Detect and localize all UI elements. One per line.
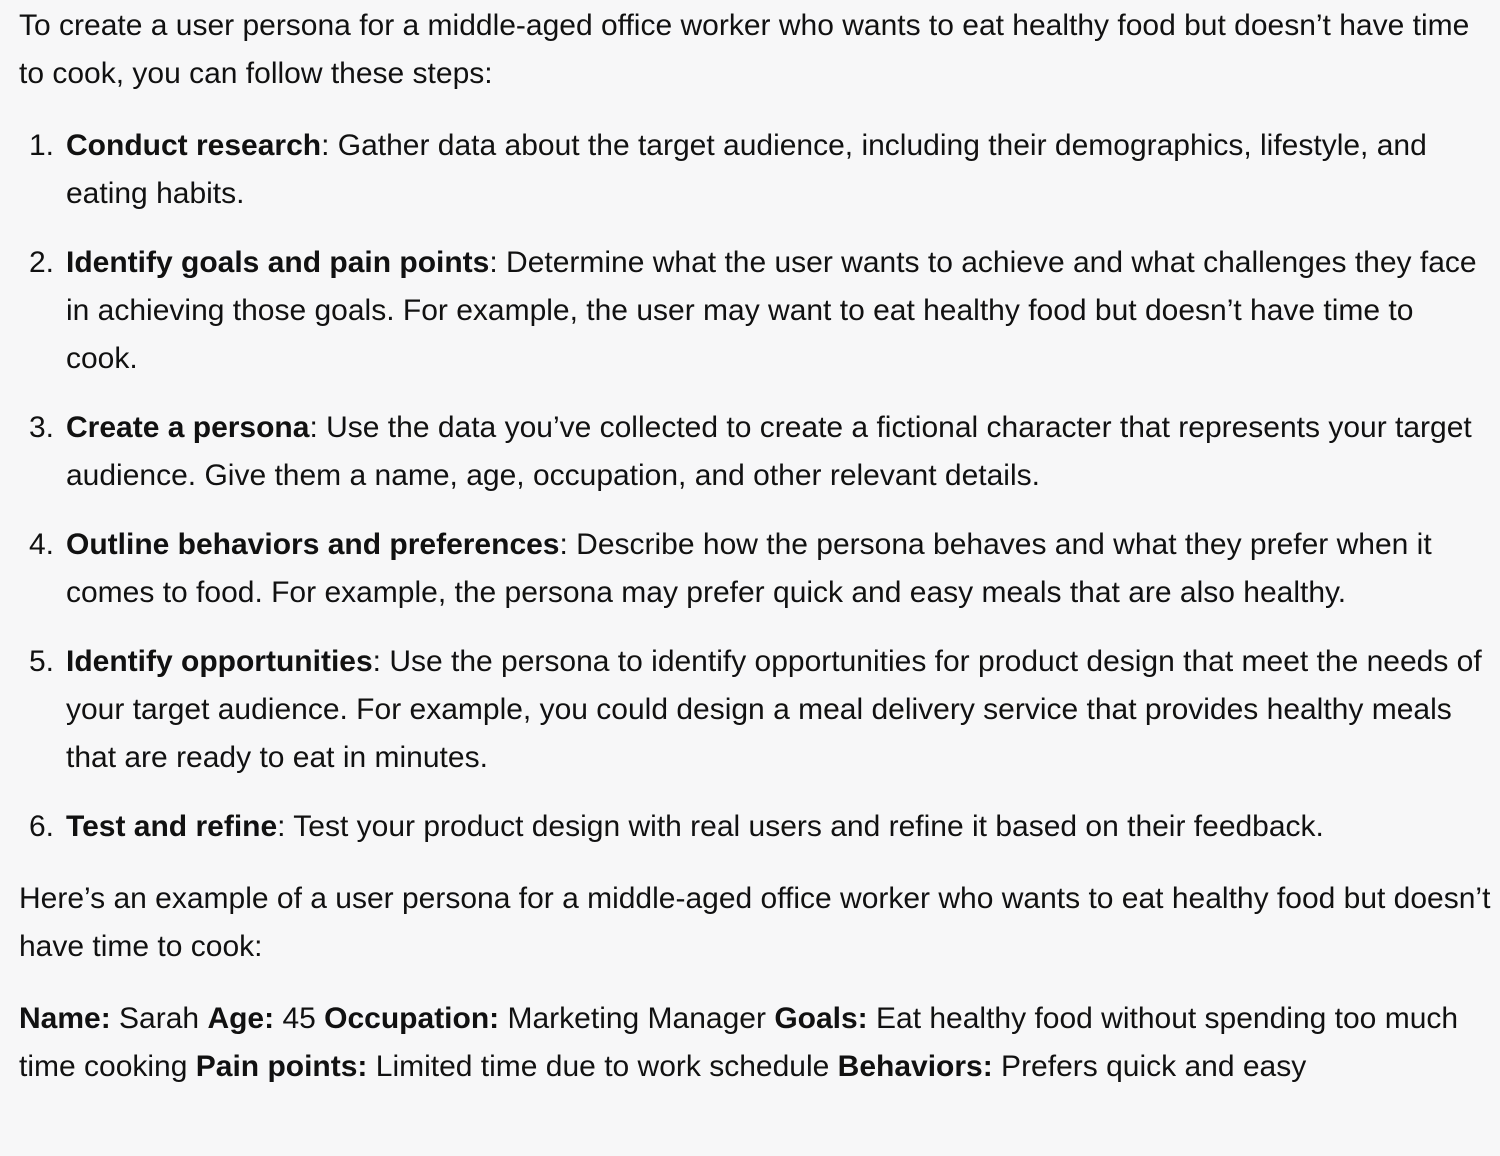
list-item-number: 3. — [29, 411, 55, 444]
persona-pain-points-label: Pain points: — [195, 1050, 368, 1083]
persona-age-value: 45 — [274, 1002, 325, 1035]
persona-pain-points-value: Limited time due to work schedule — [367, 1050, 838, 1083]
example-intro-paragraph: Here’s an example of a user persona for a middle-aged office worker who wants to eat healthy food but doesn’t have time to cook: — [19, 882, 1491, 963]
step-title: Test and refine — [66, 810, 278, 843]
step-text: : Use the data you’ve collected to create a fictional character that represents your target audience. Give them a name, age, occupation, and other relevant details. — [66, 411, 1472, 492]
persona-occupation-value: Marketing Manager — [499, 1002, 775, 1035]
list-item — [29, 803, 1491, 851]
list-item — [29, 521, 1491, 617]
list-item — [29, 239, 1491, 383]
step-title: Identify opportunities — [66, 645, 373, 678]
steps-list — [19, 122, 1491, 851]
persona-behaviors-value: Prefers quick and easy — [992, 1050, 1307, 1083]
step-title: Outline behaviors and preferences — [66, 528, 560, 561]
persona-age-label: Age: — [207, 1002, 275, 1035]
step-text: : Determine what the user wants to achieve and what challenges they face in achieving those goals. For example, the user may want to eat healthy food but doesn’t have time to cook. — [66, 246, 1477, 375]
persona-name-label: Name: — [19, 1002, 111, 1035]
persona-behaviors-label: Behaviors: — [837, 1050, 993, 1083]
step-title: Conduct research — [66, 129, 322, 162]
persona-occupation-label: Occupation: — [324, 1002, 500, 1035]
list-item-number: 2. — [29, 246, 55, 279]
persona-goals-value: Eat healthy food without spending too much time cooking — [19, 1002, 1459, 1083]
step-title: Identify goals and pain points — [66, 246, 490, 279]
intro-paragraph: To create a user persona for a middle-aged office worker who wants to eat healthy food but doesn’t have time to cook, you can follow these steps: — [19, 9, 1470, 90]
list-item — [29, 404, 1491, 500]
list-item-number: 5. — [29, 645, 55, 678]
step-text: : Use the persona to identify opportunities for product design that meet the needs of your target audience. For example, you could design a meal delivery service that provides healthy meals that are ready to eat in minutes. — [66, 645, 1482, 774]
list-item-number: 6. — [29, 810, 55, 843]
step-text: : Describe how the persona behaves and what they prefer when it comes to food. For example, the persona may prefer quick and easy meals that are also healthy. — [66, 528, 1432, 609]
persona-goals-label: Goals: — [774, 1002, 868, 1035]
list-item-number: 1. — [29, 129, 55, 162]
list-item — [29, 122, 1491, 218]
persona-paragraph — [19, 995, 1491, 1091]
step-title: Create a persona — [66, 411, 310, 444]
step-text: : Test your product design with real users and refine it based on their feedback. — [277, 810, 1324, 843]
persona-name-value: Sarah — [110, 1002, 208, 1035]
step-text: : Gather data about the target audience, including their demographics, lifestyle, and eating habits. — [66, 129, 1427, 210]
list-item — [29, 638, 1491, 782]
list-item-number: 4. — [29, 528, 55, 561]
chat-message-content — [19, 2, 1491, 1091]
